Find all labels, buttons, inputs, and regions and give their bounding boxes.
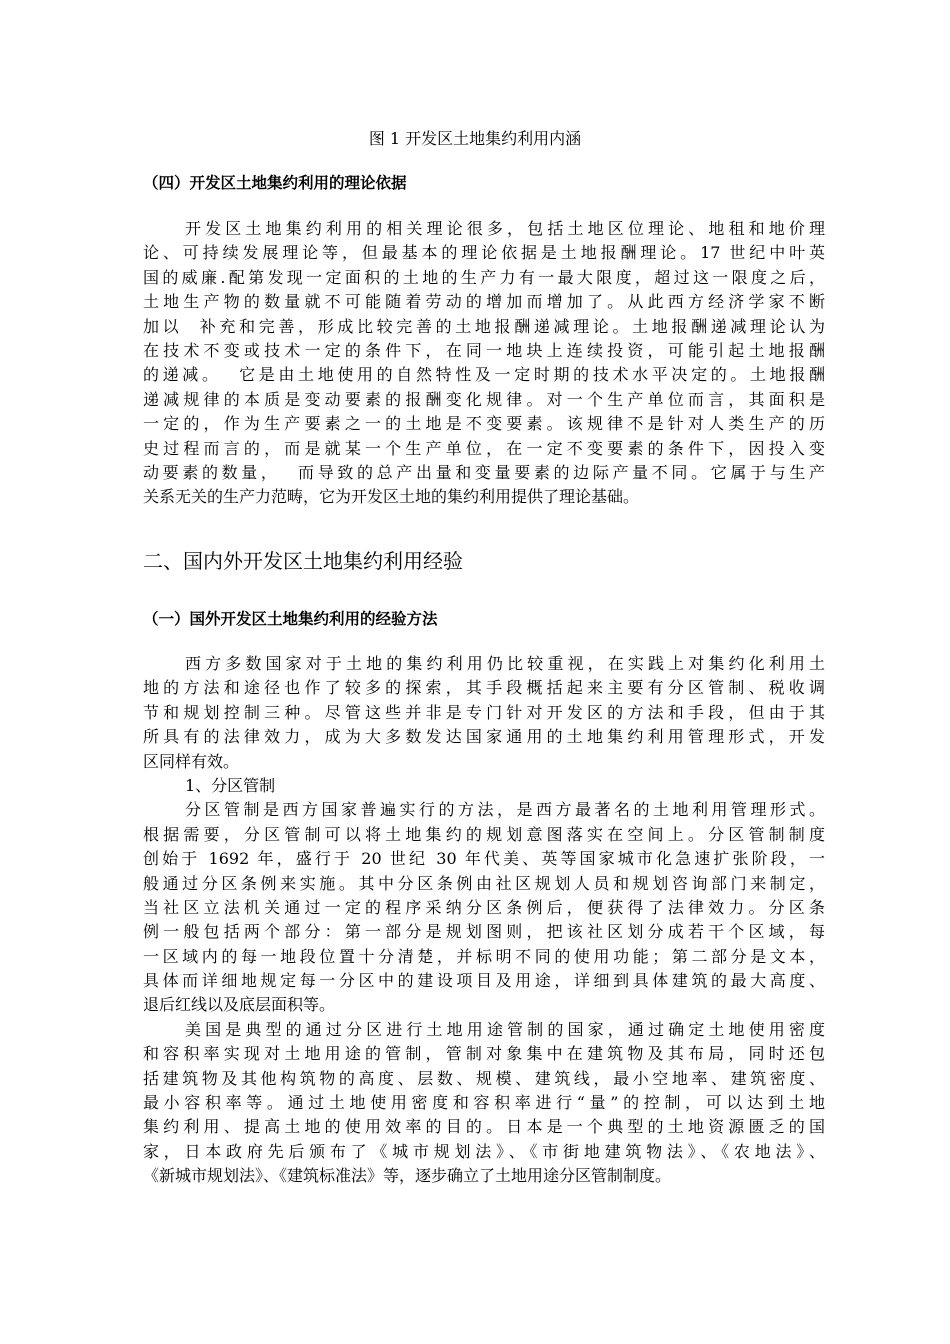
paragraph-line: 一区域内的每一地段位置十分清楚，并标明不同的使用功能；第二部分是文本， — [143, 946, 825, 966]
paragraph-line: 美国是典型的通过分区进行土地用途管制的国家，通过确定土地使用密度 — [185, 1019, 825, 1039]
paragraph-line: 开发区土地集约利用的相关理论很多，包括土地区位理论、地租和地价理 — [185, 219, 825, 238]
paragraph-line: 西方多数国家对于土地的集约利用仍比较重视，在实践上对集约化利用土 — [185, 654, 825, 673]
paragraph-line: 区同样有效。 — [143, 751, 240, 771]
paragraph-line: 的递减。 它是由土地使用的自然特性及一定时期的技术水平决定的。土地报酬 — [143, 365, 825, 385]
figure-caption: 图 1 开发区土地集约利用内涵 — [368, 129, 582, 148]
paragraph-line: 括建筑物及其他构筑物的高度、层数、规模、建筑线，最小空地率、建筑密度、 — [143, 1068, 825, 1088]
paragraph-line: 般通过分区条例来实施。其中分区条例由社区规划人员和规划咨询部门来制定， — [143, 873, 825, 893]
paragraph-line: 史过程而言的，而是就某一个生产单位，在一定不变要素的条件下，因投入变 — [143, 438, 825, 458]
section-4-paragraph — [143, 217, 825, 510]
section-1-intro-paragraph — [143, 652, 825, 1189]
paragraph-line: 国的威廉.配第发现一定面积的土地的生产力有一最大限度，超过这一限度之后， — [143, 267, 825, 287]
section-4-heading: （四）开发区土地集约利用的理论依据 — [143, 174, 407, 192]
paragraph-line: 所具有的法律效力，成为大多数发达国家通用的土地集约利用管理形式，开发 — [143, 727, 825, 747]
paragraph-line: 当社区立法机关通过一定的程序采纳分区条例后，便获得了法律效力。分区条 — [143, 897, 825, 917]
paragraph-line: 根据需要，分区管制可以将土地集约的规划意图落实在空间上。分区管制制度 — [143, 824, 825, 844]
paragraph-line: 加以 补充和完善，形成比较完善的土地报酬递减理论。土地报酬递减理论认为 — [143, 316, 825, 336]
paragraph-line: 退后红线以及底层面积等。 — [143, 995, 336, 1015]
paragraph-line: 土地生产物的数量就不可能随着劳动的增加而增加了。从此西方经济学家不断 — [143, 292, 825, 312]
paragraph-line: 关系无关的生产力范畴，它为开发区土地的集约利用提供了理论基础。 — [143, 487, 640, 507]
section-1-heading: （一）国外开发区土地集约利用的经验方法 — [143, 610, 438, 628]
paragraph-line: 在技术不变或技术一定的条件下，在同一地块上连续投资，可能引起土地报酬 — [143, 340, 825, 360]
paragraph-line: 递减规律的本质是变动要素的报酬变化规律。对一个生产单位而言，其面积是 — [143, 389, 825, 409]
paragraph-line: 家，日本政府先后颁布了《城市规划法》、《市街地建筑物法》、《农地法》、 — [143, 1141, 825, 1161]
subsection-heading: 1、分区管制 — [185, 775, 276, 795]
paragraph-line: 分区管制是西方国家普遍实行的方法，是西方最著名的土地利用管理形式。 — [185, 800, 825, 820]
paragraph-line: 例一般包括两个部分：第一部分是规划图则，把该社区划分成若干个区域，每 — [143, 922, 825, 942]
paragraph-line: 和容积率实现对土地用途的管制，管制对象集中在建筑物及其布局，同时还包 — [143, 1044, 825, 1064]
paragraph-line: 节和规划控制三种。尽管这些并非是专门针对开发区的方法和手段，但由于其 — [143, 702, 825, 722]
paragraph-line: 地的方法和途径也作了较多的探索，其手段概括起来主要有分区管制、税收调 — [143, 678, 825, 698]
paragraph-line: 最小容积率等。通过土地使用密度和容积率进行“量”的控制，可以达到土地 — [143, 1093, 825, 1113]
paragraph-line: 《新城市规划法》、《建筑标准法》等，逐步确立了土地用途分区管制制度。 — [143, 1166, 672, 1186]
paragraph-line: 一定的，作为生产要素之一的土地是不变要素。该规律不是针对人类生产的历 — [143, 414, 825, 434]
paragraph-line: 集约利用、提高土地的使用效率的目的。日本是一个典型的土地资源匮乏的国 — [143, 1117, 825, 1137]
paragraph-line: 论、可持续发展理论等，但最基本的理论依据是土地报酬理论。17 世纪中叶英 — [143, 243, 825, 263]
paragraph-line: 动要素的数量， 而导致的总产出量和变量要素的边际产量不同。它属于与生产 — [143, 462, 825, 482]
chapter-2-heading: 二、国内外开发区土地集约利用经验 — [143, 549, 463, 573]
paragraph-line: 创始于 1692 年，盛行于 20 世纪 30 年代美、英等国家城市化急速扩张阶段，一 — [143, 849, 825, 869]
paragraph-line: 具体而详细地规定每一分区中的建设项目及用途，详细到具体建筑的最大高度、 — [143, 971, 825, 991]
